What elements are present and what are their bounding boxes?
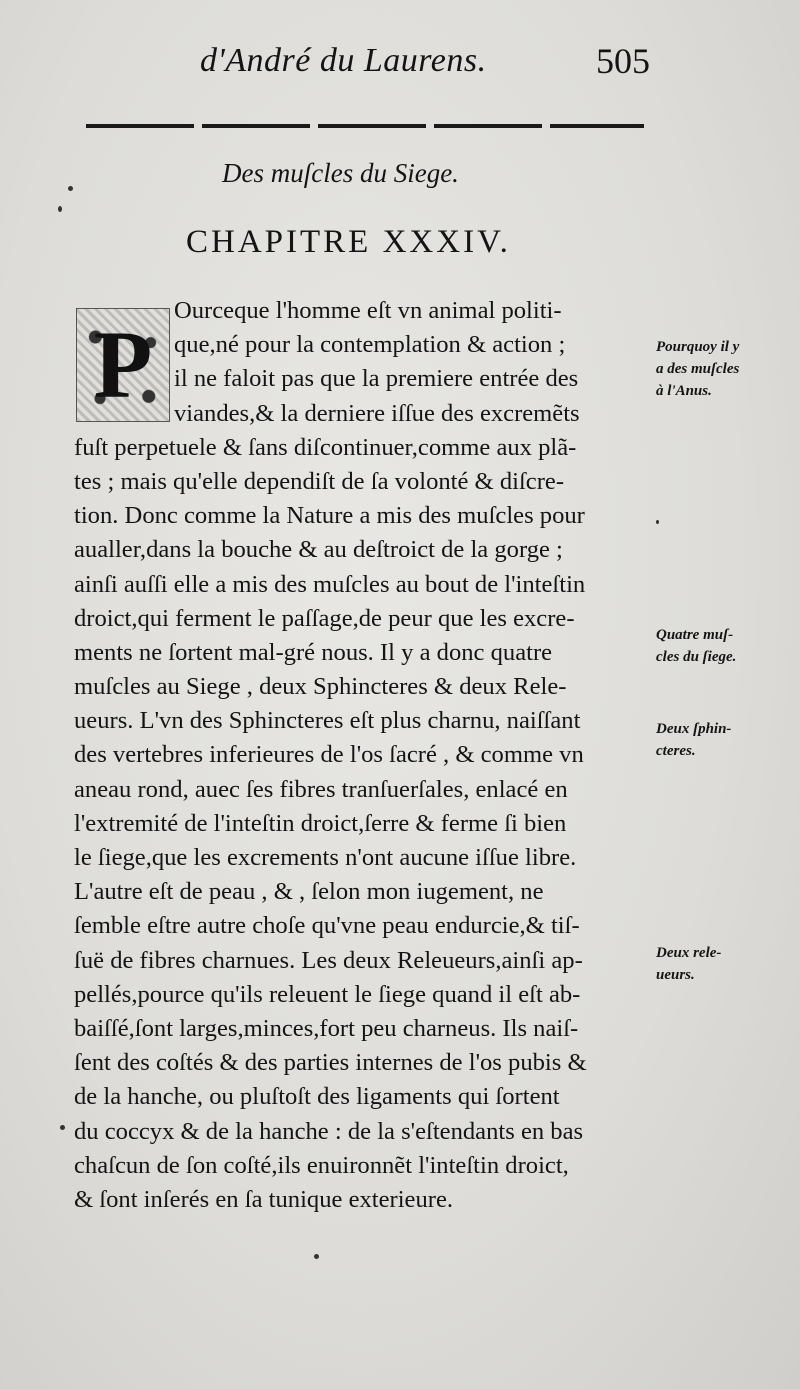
margin-note-line: ueurs. — [656, 967, 695, 983]
body-line: il ne faloit pas que la premiere entrée des — [174, 365, 579, 393]
body-line: ſemble eſtre autre choſe qu'vne peau endurcie,& tiſ- — [74, 912, 580, 940]
margin-note-releueurs — [656, 942, 721, 986]
body-line: du coccyx & de la hanche : de la s'eſtendants en bas — [74, 1117, 584, 1145]
body-line: & ſont inſerés en ſa tunique exterieure. — [74, 1185, 454, 1213]
ink-speck — [60, 1125, 65, 1130]
body-line: muſcles au Siege , deux Sphincteres & deux Rele- — [74, 673, 567, 701]
body-line: de la hanche, ou pluſtoſt des ligaments qui ſortent — [74, 1083, 560, 1111]
body-line: l'extremité de l'inteſtin droict,ſerre & ferme ſi bien — [74, 809, 567, 837]
body-text — [74, 294, 654, 1217]
margin-note-line: a des muſcles — [656, 361, 740, 377]
body-line: tion. Donc comme la Nature a mis des muſcles pour — [74, 502, 585, 530]
body-line: Ourceque l'homme eſt vn animal politi- — [174, 297, 562, 324]
body-line: ments ne ſortent mal-gré nous. Il y a donc quatre — [74, 638, 553, 666]
margin-note-quatre-muscles — [656, 624, 736, 668]
header-rule — [86, 124, 644, 128]
section-heading: Des muſcles du Siege. — [222, 158, 459, 188]
chapter-heading: CHAPITRE XXXIV. — [186, 224, 511, 260]
margin-note-line: à l'Anus. — [656, 383, 712, 399]
ink-speck — [68, 186, 73, 191]
margin-note-anus — [656, 336, 739, 402]
body-line: tes ; mais qu'elle dependiſt de ſa volonté & diſcre- — [74, 467, 565, 495]
body-line: droict,qui ferment le paſſage,de peur que les excre- — [74, 604, 575, 632]
body-line: ſent des coſtés & des parties internes de l'os pubis & — [74, 1049, 587, 1077]
ink-speck — [656, 520, 659, 524]
body-line: chaſcun de ſon coſté,ils enuironnẽt l'inteſtin droict, — [74, 1151, 569, 1179]
ink-speck — [314, 1254, 319, 1259]
body-line: le ſiege,que les excrements n'ont aucune iſſue libre. — [74, 844, 577, 871]
body-line: baiſſé,ſont larges,minces,fort peu charneus. Ils naiſ- — [74, 1014, 579, 1042]
margin-note-line: Pourquoy il y — [656, 339, 740, 355]
body-line: viandes,& la derniere iſſue des excremẽts — [174, 399, 580, 427]
body-line: L'autre eſt de peau , & , ſelon mon iugement, ne — [74, 878, 544, 906]
body-line: aualler,dans la bouche & au deſtroict de la gorge ; — [74, 536, 563, 564]
running-title: d'André du Laurens. — [200, 42, 487, 79]
body-line: fuſt perpetuele & ſans diſcontinuer,comme aux plã- — [74, 433, 577, 461]
body-line: des vertebres inferieures de l'os ſacré , & comme vn — [74, 741, 584, 769]
body-line: ueurs. L'vn des Sphincteres eſt plus charnu, naiſſant — [74, 707, 581, 735]
body-line: aneau rond, auec ſes fibres tranſuerſales, enlacé en — [74, 775, 568, 803]
margin-note-line: Quatre muſ- — [656, 627, 734, 643]
margin-note-line: Deux rele- — [656, 945, 722, 961]
page-number: 505 — [596, 41, 650, 81]
ink-speck — [58, 206, 62, 212]
body-line: ſuë de fibres charnues. Les deux Releueurs,ainſi ap- — [74, 946, 583, 974]
body-line: ainſi auſſi elle a mis des muſcles au bout de l'inteſtin — [74, 570, 586, 598]
body-line: pellés,pource qu'ils releuent le ſiege quand il eſt ab- — [74, 980, 581, 1008]
ornamental-drop-cap: P — [76, 308, 170, 422]
margin-note-line: cteres. — [656, 743, 696, 759]
margin-note-line: Deux ſphin- — [656, 721, 732, 737]
margin-note-sphincteres — [656, 718, 731, 762]
body-line: que,né pour la contemplation & action ; — [174, 331, 566, 359]
margin-note-line: cles du ſiege. — [656, 649, 737, 665]
